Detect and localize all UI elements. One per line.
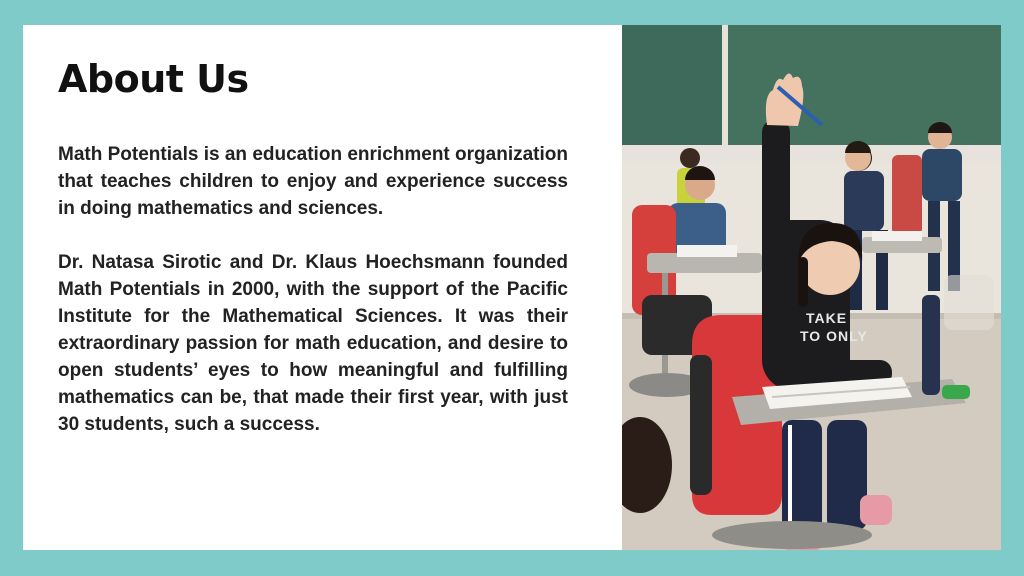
classroom-illustration [622,25,1001,550]
svg-text:TO ONLY: TO ONLY [800,328,868,344]
paragraph-intro: Math Potentials is an education enrichment organization that teaches children to enjoy and experience success in doing mathematics and sciences. [58,144,568,219]
svg-text:TAKE: TAKE [806,310,848,326]
text-panel [23,25,622,550]
page-title: About Us [58,57,249,101]
about-text [58,141,568,465]
classroom-photo [622,25,1001,550]
paragraph-history: Dr. Natasa Sirotic and Dr. Klaus Hoechsmann founded Math Potentials in 2000, with the support of the Pacific Institute for the Mathematical Sciences. It was their extraordinary passion for math education, and desire to open students’ eyes to how meaningful and fulfilling mathematics can be, that made their first year, with just 30 students, such a success. [58,252,568,435]
